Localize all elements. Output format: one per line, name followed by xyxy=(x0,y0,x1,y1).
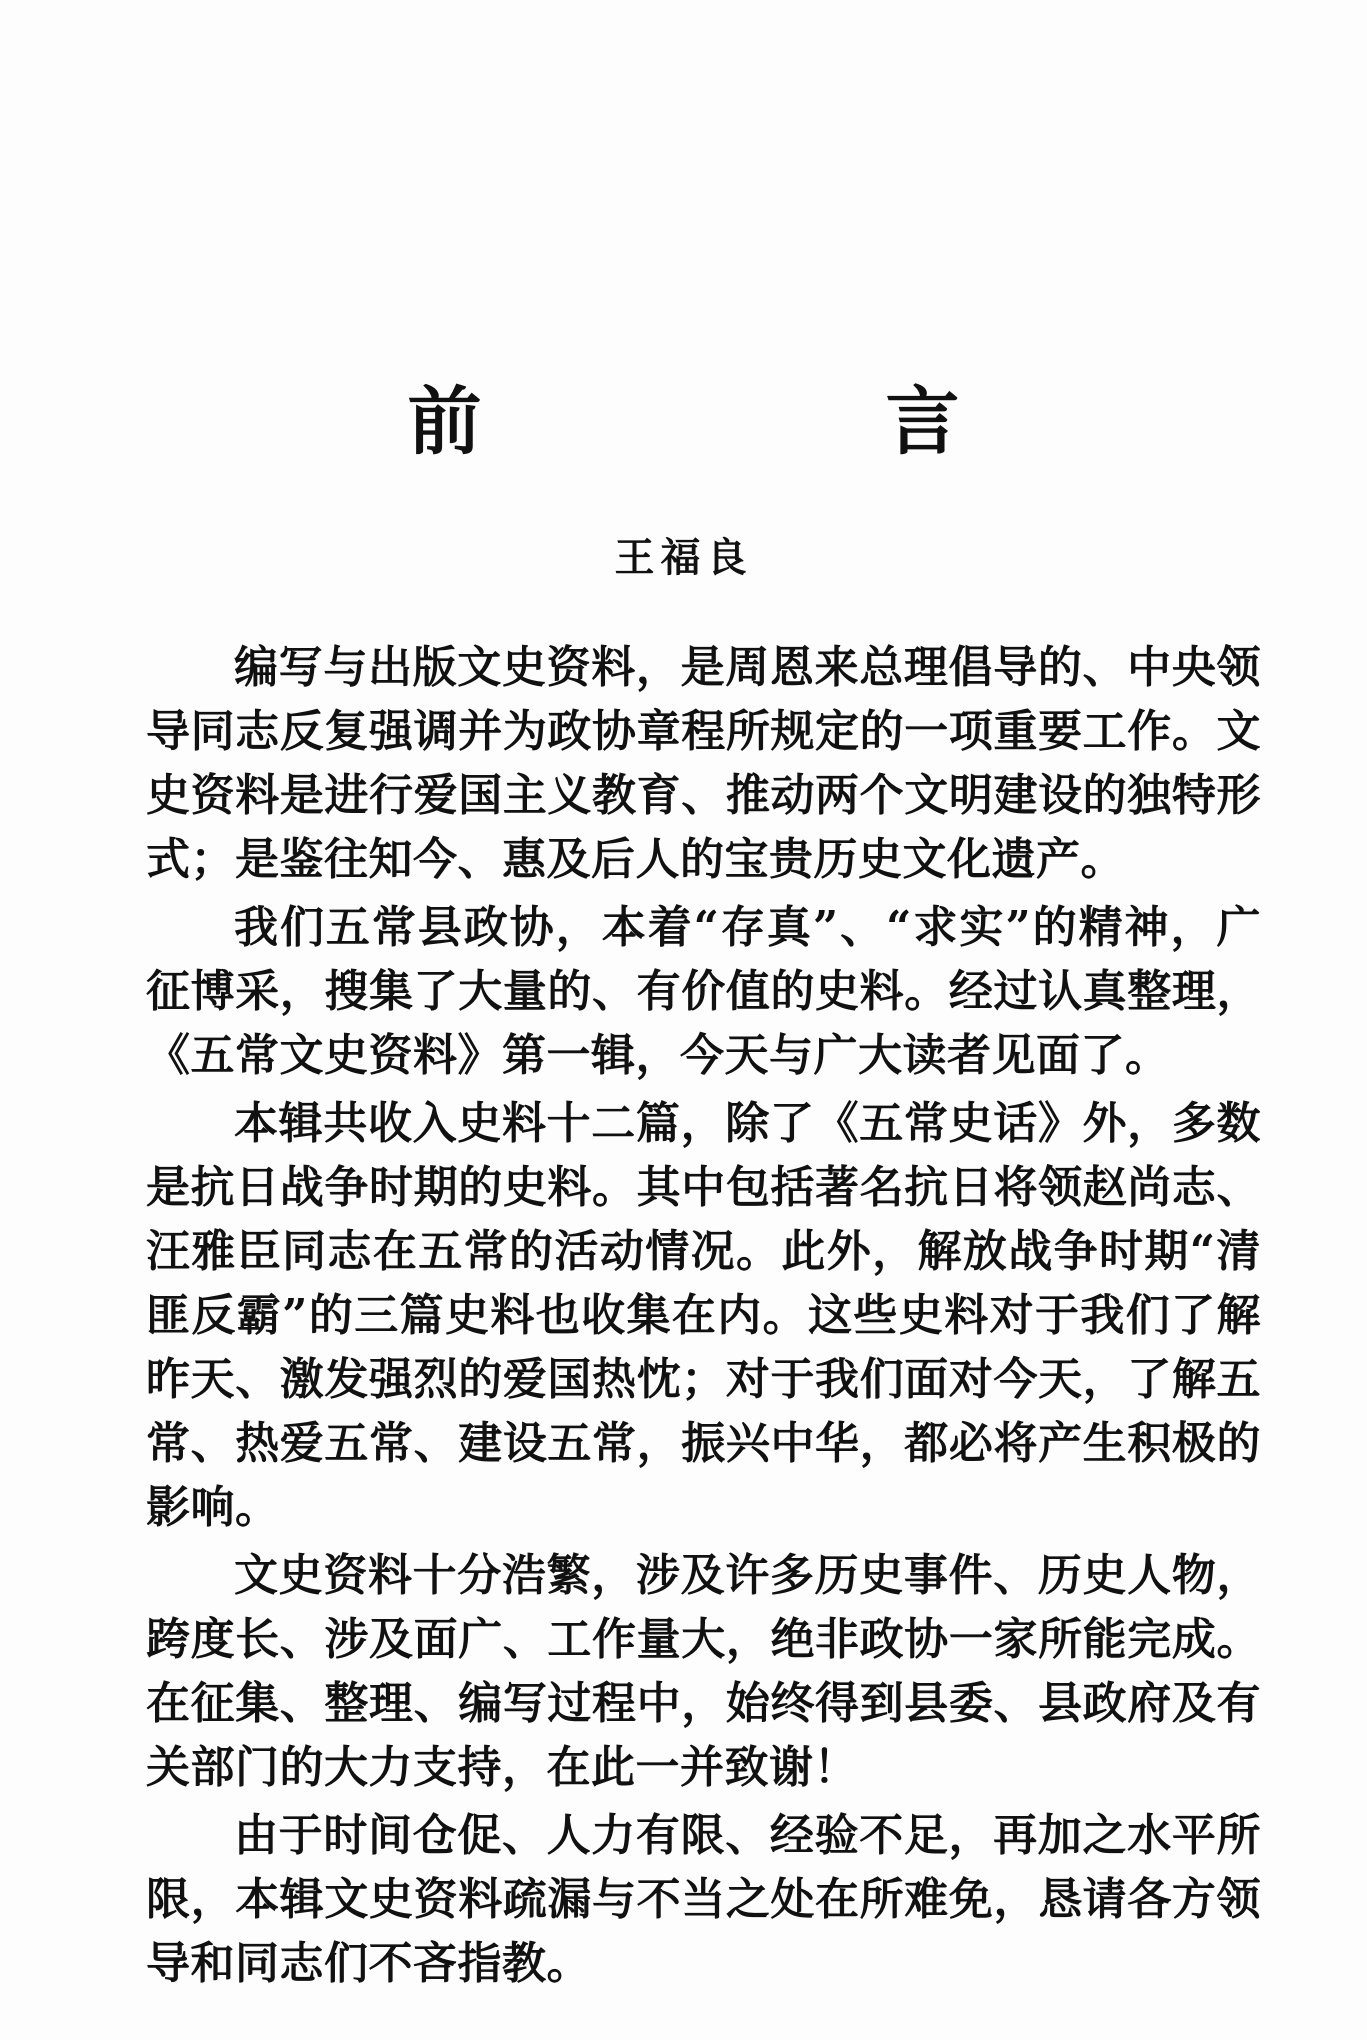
page-title: 前 言 xyxy=(407,379,1125,465)
paragraph-4: 文史资料十分浩繁，涉及许多历史事件、历史人物，跨度长、涉及面广、工作量大，绝非政协一家所能完成。在征集、整理、编写过程中，始终得到县委、县政府及有关部门的大力支持，在此一并致谢！ xyxy=(146,1550,1261,1793)
paragraph-1: 编写与出版文史资料，是周恩来总理倡导的、中央领导同志反复强调并为政协章程所规定的一项重要工作。文史资料是进行爱国主义教育、推动两个文明建设的独特形式；是鉴往知今、惠及后人的宝贵历史文化遗产。 xyxy=(146,642,1261,885)
paragraph-2: 我们五常县政协，本着“存真”、“求实”的精神，广征博采，搜集了大量的、有价值的史料。经过认真整理，《五常文史资料》第一辑，今天与广大读者见面了。 xyxy=(146,902,1261,1081)
paragraph-3: 本辑共收入史料十二篇，除了《五常史话》外，多数是抗日战争时期的史料。其中包括著名抗日将领赵尚志、汪雅臣同志在五常的活动情况。此外，解放战争时期“清匪反霸”的三篇史料也收集在内。这些史料对于我们了解昨天、激发强烈的爱国热忱；对于我们面对今天，了解五常、热爱五常、建设五常，振兴中华，都必将产生积极的影响。 xyxy=(146,1098,1261,1533)
body-text xyxy=(146,636,1261,1996)
paragraph-5: 由于时间仓促、人力有限、经验不足，再加之水平所限，本辑文史资料疏漏与不当之处在所难免，恳请各方领导和同志们不吝指教。 xyxy=(146,1810,1261,1989)
author-name: 王福良 xyxy=(614,534,753,581)
